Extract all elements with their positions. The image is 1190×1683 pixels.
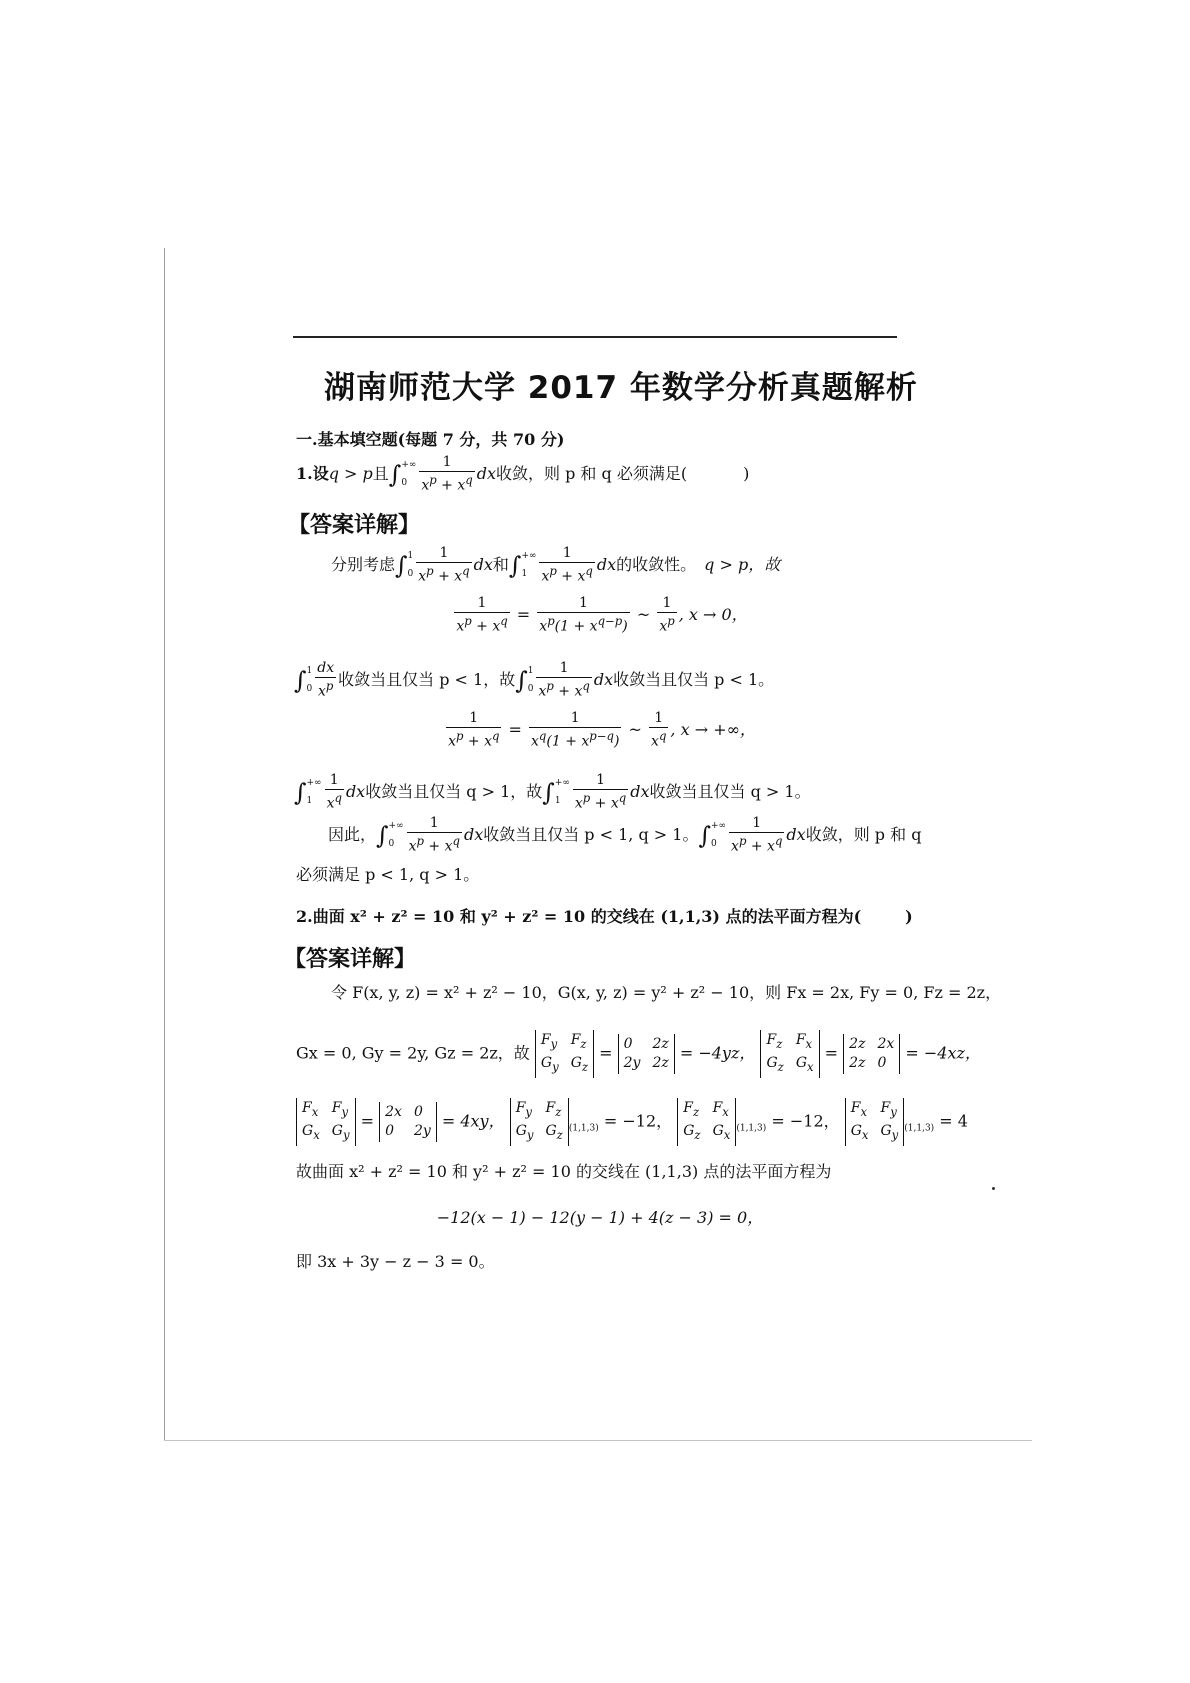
a2-l2-r1: = −4yz， — [679, 1043, 756, 1063]
integral-limits: 1 0 — [306, 666, 313, 695]
fraction: $\frac{1}{x^p + x^q}$ — [448, 710, 500, 750]
evaluation-point: (1,1,3) — [904, 1123, 935, 1134]
answer-2-line-6: 即 3x + 3y − z − 3 = 0。 — [296, 1252, 495, 1271]
a1-l1-pre: 分别考虑 — [331, 554, 396, 574]
fraction: $\frac{1}{x^q}$ — [651, 710, 667, 750]
question-2 — [296, 907, 913, 927]
fraction: $\frac{1}{x^p + x^q}$ — [541, 545, 593, 585]
a1-l6-post: 收敛，则 p 和 q — [805, 824, 922, 844]
answer-2-line-3: $F_x$ $F_y$ $G_x$ $G_y$ = 2x 0 0 2y = 4xy， $F_y$ $F_z$ $G_y$ $G_z$ $_{(1,1,3)}$ = −12， $F_z$ $F_x$ $G_z$ $G_x$ $_{(1,1,3)}$ = −12， $F_x$ $F_y$ $G_x$ $G_y$ $_{(1,1,3)}$ = 4 — [296, 1098, 968, 1146]
integral-limits: +∞ 1 — [306, 778, 322, 807]
a2-l3-r3: = −12， — [771, 1111, 840, 1131]
a1-l3-mid: 收敛当且仅当 p < 1，故 — [338, 669, 516, 689]
eq1-tail: , x → 0， — [678, 604, 748, 624]
eq2-tail: , x → +∞， — [670, 719, 756, 739]
integral-sign: ∫ — [395, 551, 408, 580]
integral-sign: ∫ — [542, 778, 555, 807]
a1-l6-mid: 收敛当且仅当 p < 1, q > 1。 — [483, 824, 699, 844]
a1-l6-pre: 因此， — [328, 824, 377, 844]
answer-1-line-7: 必须满足 p < 1, q > 1。 — [296, 865, 480, 884]
a1-l5-mid: 收敛当且仅当 q > 1，故 — [365, 781, 543, 801]
jacobian-determinant: $F_y$ $F_z$ $G_y$ $G_z$ — [510, 1098, 569, 1146]
jacobian-determinant: $F_x$ $F_y$ $G_x$ $G_y$ — [296, 1098, 356, 1146]
integral-sign: ∫ — [508, 551, 522, 580]
integral-limits: +∞ 0 — [711, 821, 727, 850]
integral-sign: ∫ — [388, 460, 402, 489]
jacobian-determinant: $F_x$ $F_y$ $G_x$ $G_y$ — [845, 1098, 905, 1146]
integral-sign: ∫ — [294, 778, 307, 807]
fraction: $\frac{1}{x^q(1 + x^{p-q})}$ — [531, 710, 620, 750]
answer-1-line-5: ∫ +∞ 1 $\frac{1}{x^q}$ dx收敛当且仅当 q > 1，故∫ +∞ 1 $\frac{1}{x^p + x^q}$ dx收敛当且仅当 q > 1。 — [294, 772, 811, 812]
question-1: 1.设q > p且∫ +∞ 0 $\frac{1}{x^p + x^q}$ dx收敛，则 p 和 q 必须满足( ) — [296, 454, 750, 494]
integral-limits: +∞ 1 — [554, 778, 570, 807]
q1-after: 收敛，则 p 和 q 必须满足( — [496, 463, 688, 483]
determinant-values: 2z 2x 2z 0 — [843, 1034, 900, 1074]
fraction: $\frac{1}{x^p + x^q}$ — [421, 454, 473, 494]
answer-1-line-6: 因此，∫ +∞ 0 $\frac{1}{x^p + x^q}$ dx收敛当且仅当 p < 1, q > 1。∫ +∞ 0 $\frac{1}{x^p + x^q}$ dx收敛，则 p 和 q — [328, 815, 922, 855]
a2-l3-r4: = 4 — [939, 1111, 968, 1131]
integral-limits: +∞ 0 — [401, 460, 417, 489]
fraction: $\frac{1}{x^p}$ — [659, 595, 675, 635]
answer-1-line-3: ∫ 1 0 $\frac{dx}{x^p}$ 收敛当且仅当 p < 1，故∫ 1 0 $\frac{1}{x^p + x^q}$ dx收敛当且仅当 p < 1。 — [294, 660, 775, 700]
jacobian-determinant: $F_y$ $F_z$ $G_y$ $G_z$ — [535, 1030, 594, 1078]
fraction: $\frac{1}{x^p + x^q}$ — [574, 772, 627, 812]
determinant-values: 2x 0 0 2y — [379, 1102, 437, 1142]
q2-text: 2.曲面 x² + z² = 10 和 y² + z² = 10 的交线在 (1,1,3) 点的法平面方程为( — [296, 907, 862, 926]
answer-2-line-2: Gx = 0, Gy = 2y, Gz = 2z，故 $F_y$ $F_z$ $G_y$ $G_z$ = 0 2z 2y 2z = −4yz， $F_z$ $F_x$ $G_z$ $G_x$ = 2z 2x 2z 0 = −4xz， — [296, 1030, 981, 1078]
a1-l5-post: 收敛当且仅当 q > 1。 — [649, 781, 811, 801]
q2-close: ) — [905, 907, 913, 926]
jacobian-determinant: $F_z$ $F_x$ $G_z$ $G_x$ — [760, 1030, 819, 1078]
integral-limits: +∞ 1 — [521, 551, 537, 580]
a2-l2-pre: Gx = 0, Gy = 2y, Gz = 2z，故 — [296, 1043, 530, 1063]
integral-sign: ∫ — [515, 666, 528, 695]
answer-2-line-4: 故曲面 x² + z² = 10 和 y² + z² = 10 的交线在 (1,1,3) 点的法平面方程为 — [296, 1162, 832, 1181]
header-rule — [293, 336, 897, 338]
a1-and: 和 — [492, 554, 509, 574]
fraction: $\frac{1}{x^p + x^q}$ — [408, 815, 460, 855]
integral-limits: 1 0 — [407, 551, 414, 580]
a1-l3-post: 收敛当且仅当 p < 1。 — [613, 669, 775, 689]
fraction: $\frac{dx}{x^p}$ — [317, 660, 335, 700]
fraction: $\frac{1}{x^p(1 + x^{q-p})}$ — [539, 595, 628, 635]
determinant-values: 0 2z 2y 2z — [618, 1034, 675, 1074]
q1-prefix: 1.设 — [296, 463, 329, 483]
jacobian-determinant: $F_z$ $F_x$ $G_z$ $G_x$ — [677, 1098, 736, 1146]
fraction: $\frac{1}{x^p + x^q}$ — [538, 660, 590, 700]
scan-speck — [992, 1187, 995, 1190]
a1-l1-cond: q > p，故 — [704, 554, 781, 574]
normal-plane-equation: −12(x − 1) − 12(y − 1) + 4(z − 3) = 0， — [436, 1208, 764, 1227]
page-bottom-edge — [164, 1440, 1032, 1441]
equation-2: $\frac{1}{x^p + x^q}$ = $\frac{1}{x^q(1 + x^{p-q})}$ ~ $\frac{1}{x^q}$ , x → +∞， — [448, 710, 756, 750]
evaluation-point: (1,1,3) — [568, 1123, 599, 1134]
a1-l1-post: 的收敛性。 — [616, 554, 697, 574]
answer-heading-2: 【答案详解】 — [284, 947, 417, 972]
fraction: $\frac{1}{x^q}$ — [326, 772, 342, 812]
q1-close: ) — [743, 463, 750, 483]
integral-sign: ∫ — [698, 821, 711, 850]
document-title: 湖南师范大学 2017 年数学分析真题解析 — [324, 370, 918, 406]
integral-limits: 1 0 — [527, 666, 534, 695]
a2-l2-r2: = −4xz， — [905, 1043, 981, 1063]
answer-1-line-1: 分别考虑∫ 1 0 $\frac{1}{x^p + x^q}$ dx和∫ +∞ 1 $\frac{1}{x^p + x^q}$ dx的收敛性。 q > p，故 — [331, 545, 781, 585]
integral-sign: ∫ — [294, 666, 307, 695]
q1-mid: 且 — [372, 463, 389, 483]
answer-2-line-1: 令 F(x, y, z) = x² + z² − 10，G(x, y, z) = y² + z² − 10，则 Fx = 2x, Fy = 0, Fz = 2z， — [331, 983, 1002, 1002]
section-heading: 一.基本填空题(每题 7 分，共 70 分) — [296, 430, 565, 449]
integral-sign: ∫ — [376, 821, 389, 850]
answer-heading-1: 【答案详解】 — [288, 513, 421, 538]
fraction: $\frac{1}{x^p + x^q}$ — [456, 595, 508, 635]
fraction: $\frac{1}{x^p + x^q}$ — [731, 815, 783, 855]
a2-l3-r2: = −12， — [603, 1111, 673, 1131]
a2-l3-r1: = 4xy， — [441, 1111, 505, 1131]
page-left-edge — [164, 248, 165, 1440]
equation-1: $\frac{1}{x^p + x^q}$ = $\frac{1}{x^p(1 + x^{q-p})}$ ~ $\frac{1}{x^p}$ , x → 0， — [456, 595, 748, 635]
q1-condition: q > p — [328, 463, 373, 483]
integral-limits: +∞ 0 — [388, 821, 404, 850]
evaluation-point: (1,1,3) — [736, 1123, 767, 1134]
fraction: $\frac{1}{x^p + x^q}$ — [418, 545, 470, 585]
